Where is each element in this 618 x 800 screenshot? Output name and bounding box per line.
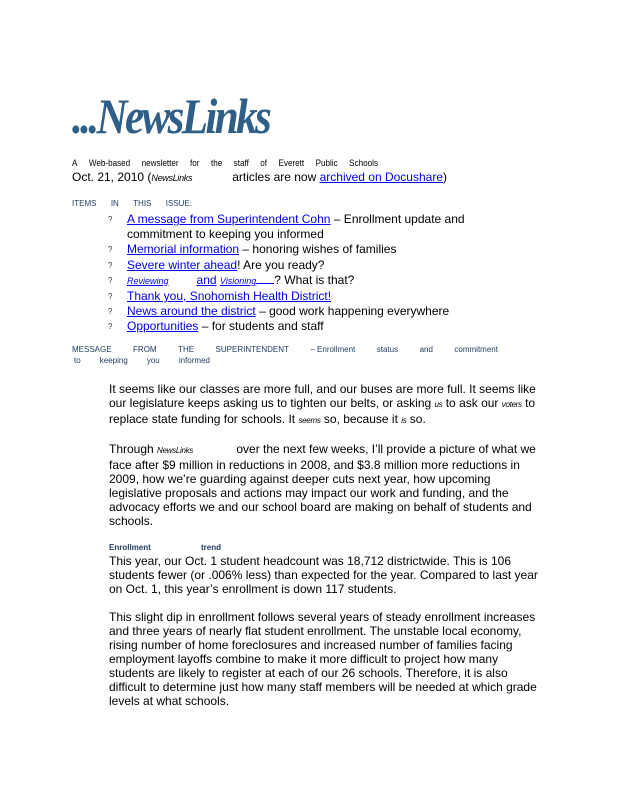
text: us [434, 400, 443, 409]
toc-link-superintendent-message[interactable]: A message from Superintendent Cohn [127, 212, 331, 226]
toc-description: – honoring wishes of families [239, 242, 397, 257]
toc-item [104, 273, 504, 289]
text: It seems like our classes are more full, and our buses are more full. It seems like our legislature keeps asking us to tighten our belts, or asking [109, 382, 536, 410]
tagline-word: the [210, 158, 223, 168]
heading-word: commitment [454, 345, 498, 354]
text: so. [406, 412, 426, 426]
toc-link-news-around-district[interactable]: News around the district [127, 304, 256, 319]
heading-word: IN [110, 199, 119, 208]
tagline-word: A [72, 158, 78, 168]
heading-word: to [74, 356, 81, 365]
toc-description: – for students and staff [198, 319, 324, 334]
text: so, because it [320, 412, 402, 426]
heading-word: THE [178, 345, 195, 354]
article-body [109, 382, 545, 722]
text: to ask our [442, 396, 502, 410]
toc-item [104, 319, 504, 334]
issue-date: Oct. 21, 2010 ( [72, 170, 152, 184]
toc-description: ? What is that? [274, 272, 355, 287]
bullet-icon: ? [108, 245, 113, 255]
newslinks-name: NewsLinks [151, 173, 193, 183]
paragraph: This slight dip in enrollment follows several years of steady enrollment increases and three years of nearly flat student enrollment. The unstable local economy, rising number of home foreclosures and increased number of families facing employment layoffs combine to make it more difficult to project how many students are likely to register at each of our 26 schools. Therefore, it is also difficult to determine just how many staff members will be needed at which grade levels at what schools. [109, 610, 537, 708]
tagline-word: Web-based [88, 158, 131, 168]
bullet-icon: ? [108, 322, 113, 332]
bullet-icon: ? [108, 260, 113, 270]
heading-word: and [419, 345, 433, 354]
toc-link-memorial-information[interactable]: Memorial information [127, 242, 240, 257]
toc-item [104, 289, 504, 304]
heading-word: Enrollment [109, 543, 151, 552]
toc-item [104, 304, 504, 319]
bullet-icon: ? [108, 215, 113, 224]
tagline-word: of [260, 158, 268, 168]
text: to replace state funding for schools. It [109, 396, 536, 426]
newsletter-masthead: ...NewsLinks [72, 88, 270, 144]
heading-word: SUPERINTENDENT [215, 345, 289, 354]
heading-word: informed [178, 356, 210, 365]
enrollment-trend-subheading [109, 542, 221, 554]
tagline-word: for [190, 158, 200, 168]
text: NewsLinks [157, 446, 194, 455]
heading-word: – Enrollment [310, 345, 356, 354]
tagline-word: newsletter [141, 158, 179, 168]
heading-word: you [146, 356, 160, 365]
heading-word: FROM [133, 345, 157, 354]
dateline-text: articles are now [232, 170, 320, 184]
table-of-contents [104, 212, 504, 335]
heading-word: ITEMS [72, 199, 97, 208]
tagline-word: Public [315, 158, 338, 168]
text: seems [298, 416, 321, 425]
text: is [401, 416, 407, 425]
items-in-this-issue-heading [72, 198, 192, 210]
bullet-icon: ? [108, 292, 113, 302]
toc-link-opportunities[interactable]: Opportunities [127, 319, 199, 334]
docushare-archive-link[interactable]: archived on Docushare [319, 170, 443, 184]
tagline-word: Everett [278, 158, 305, 168]
paragraph [109, 382, 545, 428]
toc-link-severe-winter[interactable]: Severe winter ahead [127, 257, 238, 272]
bullet-icon: ? [108, 275, 113, 285]
toc-link-and[interactable]: and [196, 272, 217, 287]
issue-dateline [72, 169, 447, 186]
toc-link-visioning[interactable]: Visioning [219, 275, 257, 286]
toc-item [104, 258, 504, 273]
text: voters [501, 400, 522, 409]
tagline-word: Schools [349, 158, 378, 168]
newsletter-tagline [72, 157, 378, 169]
toc-item [104, 242, 504, 257]
bullet-icon: ? [108, 307, 113, 317]
toc-link-reviewing[interactable]: Reviewing [127, 275, 169, 286]
text: Through [109, 442, 158, 456]
tagline-word: staff [233, 158, 249, 168]
toc-item [104, 212, 504, 242]
heading-word: keeping [99, 356, 128, 365]
toc-description: ! Are you ready? [237, 257, 325, 272]
heading-word: trend [201, 543, 221, 552]
toc-link-health-district[interactable]: Thank you, Snohomish Health District! [127, 289, 332, 304]
heading-word: MESSAGE [72, 345, 112, 354]
paragraph: This year, our Oct. 1 student headcount was 18,712 districtwide. This is 106 students fewer (or .006% less) than expected for the year. Compared to last year on Oct. 1, this year’s enrollment is down 117 students. [109, 554, 538, 596]
heading-word: THIS [133, 199, 152, 208]
text: over the next few weeks, I’ll provide a picture of what we face after $9 million in reductions in 2008, and $3.8 million more reductions in 2009, how we’re guarding against deeper cuts next year, how upcoming legislative proposals and actions may impact our work and funding, and the advocacy efforts we and our school board are making on behalf of students and schools. [109, 442, 536, 528]
toc-description: – good work happening everywhere [255, 304, 450, 319]
toc-description: – Enrollment update and commitment to keeping you informed [127, 212, 465, 242]
superintendent-message-heading [72, 344, 498, 366]
dateline-close: ) [443, 170, 447, 184]
heading-word: status [376, 345, 399, 354]
paragraph [109, 442, 545, 528]
heading-word: ISSUE: [165, 199, 192, 208]
